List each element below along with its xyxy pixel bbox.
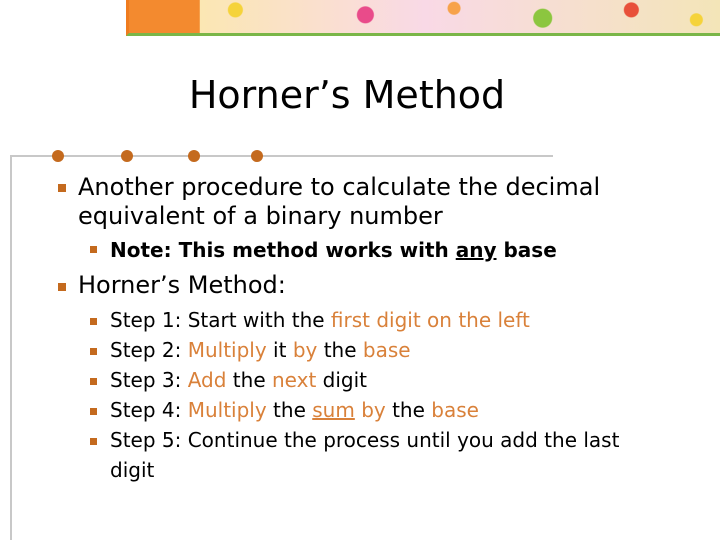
rule-dot: [188, 150, 200, 162]
sub-bullet-marker: [90, 378, 97, 385]
rule-dot: [121, 150, 133, 162]
step-3: Step 3: Add the next digit: [110, 368, 368, 392]
sub-bullet-marker: [90, 348, 97, 355]
bullet-marker: [58, 283, 66, 291]
note-text: Note: This method works with any base: [110, 238, 557, 262]
note-emphasis: any: [455, 238, 497, 262]
banner-orange-block: [129, 0, 199, 33]
step-1: Step 1: Start with the first digit on the left: [110, 308, 530, 332]
sub-bullet-marker: [90, 408, 97, 415]
bullet-text-horners-method: Horner’s Method:: [78, 271, 286, 299]
decorative-banner: [126, 0, 720, 36]
sub-bullet-marker: [90, 318, 97, 325]
flower-pattern: [129, 0, 720, 33]
step-5: Step 5: Continue the process until you add the last digit: [110, 428, 620, 482]
title-rule: [10, 155, 553, 157]
rule-dot: [52, 150, 64, 162]
sub-bullet-marker: [90, 246, 97, 253]
bullet-text-another-procedure: Another procedure to calculate the decimal equivalent of a binary number: [78, 173, 601, 230]
slide-title: Horner’s Method: [188, 73, 506, 117]
step-2: Step 2: Multiply it by the base: [110, 338, 411, 362]
left-rule: [10, 155, 12, 540]
step-4: Step 4: Multiply the sum by the base: [110, 398, 479, 422]
bullet-marker: [58, 184, 66, 192]
rule-dot: [251, 150, 263, 162]
sub-bullet-marker: [90, 438, 97, 445]
